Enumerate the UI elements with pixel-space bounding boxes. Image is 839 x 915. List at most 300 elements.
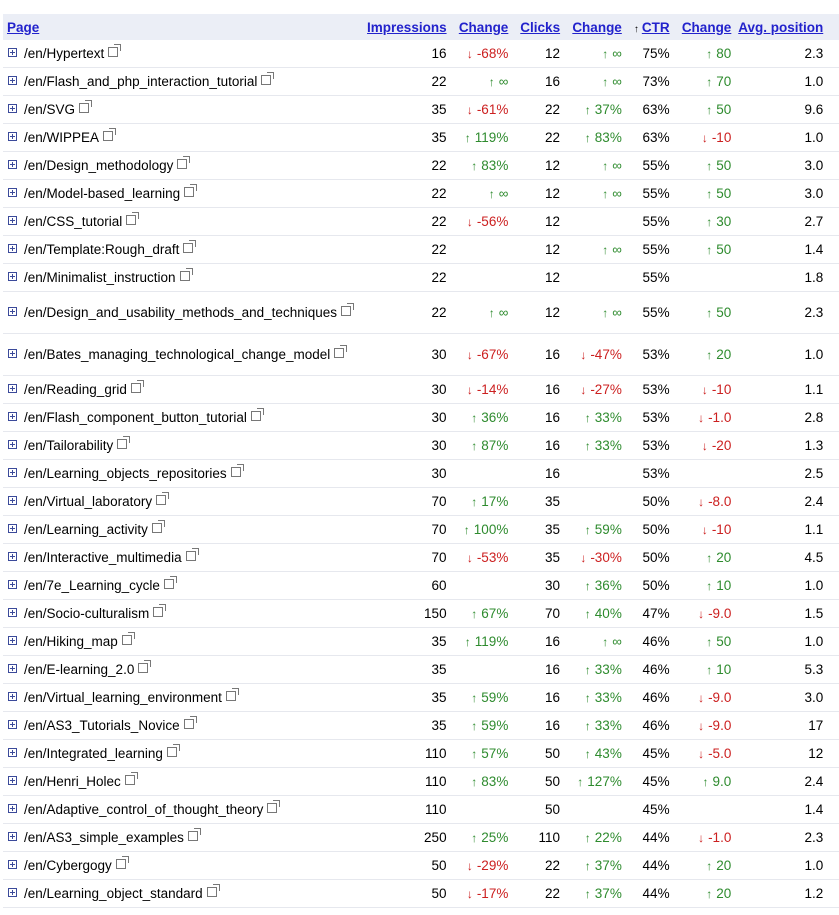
impressions-change-cell bbox=[449, 740, 511, 768]
external-link-icon[interactable] bbox=[138, 663, 148, 673]
table-row bbox=[3, 124, 839, 152]
arrow-down-icon: ↓ bbox=[466, 383, 473, 397]
ctr-change-cell bbox=[672, 488, 734, 516]
impressions-change-cell-value: 83% bbox=[481, 774, 509, 789]
overflow-cell bbox=[825, 124, 839, 152]
impressions-cell: 70 bbox=[354, 544, 449, 572]
clicks-change-cell bbox=[562, 712, 624, 740]
clicks-cell: 35 bbox=[510, 516, 562, 544]
clicks-change-cell-value: 43% bbox=[594, 746, 622, 761]
clicks-change-cell bbox=[562, 292, 624, 334]
page-path: /en/7e_Learning_cycle bbox=[24, 577, 160, 593]
overflow-cell bbox=[825, 768, 839, 796]
arrow-down-icon: ↓ bbox=[698, 607, 705, 621]
external-link-icon[interactable] bbox=[131, 383, 141, 393]
clicks-change-cell bbox=[562, 208, 624, 236]
ctr-cell: 53% bbox=[624, 334, 672, 376]
clicks-change-cell-value: 37% bbox=[594, 886, 622, 901]
external-link-icon[interactable] bbox=[103, 131, 113, 141]
clicks-change-cell bbox=[562, 656, 624, 684]
table-row bbox=[3, 824, 839, 852]
external-link-icon[interactable] bbox=[186, 551, 196, 561]
page-cell bbox=[3, 684, 354, 712]
impressions-cell: 22 bbox=[354, 236, 449, 264]
arrow-up-icon: ↑ bbox=[706, 187, 713, 201]
external-link-icon[interactable] bbox=[116, 859, 126, 869]
ctr-change-cell bbox=[672, 236, 734, 264]
expand-row-icon[interactable] bbox=[8, 524, 17, 533]
clicks-cell: 22 bbox=[510, 880, 562, 908]
column-header-impressions-change[interactable]: Change bbox=[458, 19, 509, 35]
expand-row-icon[interactable] bbox=[8, 636, 17, 645]
overflow-cell bbox=[825, 96, 839, 124]
impressions-cell: 30 bbox=[354, 376, 449, 404]
ctr-cell: 53% bbox=[624, 376, 672, 404]
clicks-change-cell-value: 33% bbox=[594, 410, 622, 425]
clicks-change-cell bbox=[562, 488, 624, 516]
ctr-cell: 55% bbox=[624, 292, 672, 334]
overflow-cell bbox=[825, 152, 839, 180]
external-link-icon[interactable] bbox=[156, 495, 166, 505]
arrow-up-icon: ↑ bbox=[602, 159, 609, 173]
external-link-icon[interactable] bbox=[267, 803, 277, 813]
external-link-icon[interactable] bbox=[184, 187, 194, 197]
clicks-cell: 12 bbox=[510, 152, 562, 180]
clicks-cell: 16 bbox=[510, 628, 562, 656]
arrow-up-icon: ↑ bbox=[706, 663, 713, 677]
arrow-down-icon: ↓ bbox=[698, 691, 705, 705]
external-link-icon[interactable] bbox=[125, 775, 135, 785]
arrow-up-icon: ↑ bbox=[464, 635, 471, 649]
arrow-down-icon: ↓ bbox=[466, 859, 473, 873]
arrow-up-icon: ↑ bbox=[584, 859, 591, 873]
page-path: /en/E-learning_2.0 bbox=[24, 661, 135, 677]
column-header-avg-position[interactable]: Avg. position bbox=[738, 19, 824, 35]
expand-row-icon[interactable] bbox=[8, 272, 17, 281]
clicks-change-cell bbox=[562, 404, 624, 432]
arrow-up-icon: ↑ bbox=[706, 103, 713, 117]
page-cell bbox=[3, 264, 354, 292]
page-path: /en/Learning_object_standard bbox=[24, 885, 203, 901]
impressions-change-cell bbox=[449, 488, 511, 516]
ctr-change-cell bbox=[672, 712, 734, 740]
clicks-change-cell bbox=[562, 152, 624, 180]
page-path: /en/WIPPEA bbox=[24, 129, 100, 145]
table-row bbox=[3, 712, 839, 740]
arrow-up-icon: ↑ bbox=[488, 75, 495, 89]
arrow-up-icon: ↑ bbox=[602, 243, 609, 257]
ctr-change-cell bbox=[672, 264, 734, 292]
clicks-change-cell bbox=[562, 432, 624, 460]
clicks-change-cell bbox=[562, 334, 624, 376]
external-link-icon[interactable] bbox=[153, 607, 163, 617]
ctr-cell: 46% bbox=[624, 656, 672, 684]
table-row bbox=[3, 488, 839, 516]
overflow-cell bbox=[825, 740, 839, 768]
table-row bbox=[3, 572, 839, 600]
clicks-change-cell bbox=[562, 544, 624, 572]
ctr-change-cell-value: -9.0 bbox=[708, 690, 732, 705]
ctr-cell: 55% bbox=[624, 152, 672, 180]
page-cell bbox=[3, 488, 354, 516]
page-cell bbox=[3, 152, 354, 180]
page-cell bbox=[3, 460, 354, 488]
impressions-change-cell bbox=[449, 628, 511, 656]
clicks-cell: 70 bbox=[510, 600, 562, 628]
overflow-cell bbox=[825, 236, 839, 264]
table-row bbox=[3, 740, 839, 768]
clicks-change-cell bbox=[562, 852, 624, 880]
arrow-up-icon: ↑ bbox=[471, 495, 478, 509]
arrow-down-icon: ↓ bbox=[580, 383, 587, 397]
clicks-change-cell-value: 83% bbox=[594, 130, 622, 145]
external-link-icon[interactable] bbox=[251, 411, 261, 421]
impressions-change-cell bbox=[449, 824, 511, 852]
avg-position-cell: 1.0 bbox=[733, 124, 825, 152]
ctr-change-cell-value: -10 bbox=[711, 382, 732, 397]
table-row bbox=[3, 334, 839, 376]
impressions-cell: 35 bbox=[354, 96, 449, 124]
impressions-cell: 50 bbox=[354, 880, 449, 908]
arrow-down-icon: ↓ bbox=[466, 47, 473, 61]
ctr-change-cell-value: -8.0 bbox=[708, 494, 732, 509]
table-row bbox=[3, 152, 839, 180]
ctr-change-cell bbox=[672, 376, 734, 404]
overflow-cell bbox=[825, 40, 839, 68]
ctr-cell: 46% bbox=[624, 684, 672, 712]
expand-row-icon[interactable] bbox=[8, 748, 17, 757]
clicks-cell: 12 bbox=[510, 236, 562, 264]
impressions-cell: 70 bbox=[354, 516, 449, 544]
impressions-cell: 35 bbox=[354, 684, 449, 712]
impressions-change-cell-value: ∞ bbox=[498, 305, 509, 320]
clicks-change-cell bbox=[562, 880, 624, 908]
impressions-change-cell bbox=[449, 376, 511, 404]
page-path: /en/SVG bbox=[24, 101, 76, 117]
column-header-ctr[interactable]: ↑ CTR bbox=[633, 19, 670, 35]
impressions-change-cell-value: 83% bbox=[481, 158, 509, 173]
ctr-change-cell-value: 50 bbox=[716, 102, 732, 117]
impressions-cell: 22 bbox=[354, 68, 449, 96]
expand-row-icon[interactable] bbox=[8, 412, 17, 421]
avg-position-cell: 2.7 bbox=[733, 208, 825, 236]
ctr-change-cell bbox=[672, 600, 734, 628]
impressions-change-cell bbox=[449, 656, 511, 684]
column-header-clicks[interactable]: Clicks bbox=[520, 19, 561, 35]
ctr-change-cell bbox=[672, 68, 734, 96]
avg-position-cell: 1.4 bbox=[733, 236, 825, 264]
impressions-change-cell bbox=[449, 544, 511, 572]
ctr-change-cell-value: 10 bbox=[716, 662, 732, 677]
page-cell bbox=[3, 824, 354, 852]
impressions-change-cell bbox=[449, 712, 511, 740]
expand-row-icon[interactable] bbox=[8, 580, 17, 589]
ctr-change-cell-value: -10 bbox=[711, 130, 732, 145]
expand-row-icon[interactable] bbox=[8, 468, 17, 477]
expand-row-icon[interactable] bbox=[8, 888, 17, 897]
expand-row-icon[interactable] bbox=[8, 692, 17, 701]
arrow-up-icon: ↑ bbox=[584, 663, 591, 677]
arrow-up-icon: ↑ bbox=[584, 691, 591, 705]
ctr-change-cell-value: -20 bbox=[711, 438, 732, 453]
clicks-change-cell bbox=[562, 236, 624, 264]
arrow-up-icon: ↑ bbox=[602, 47, 609, 61]
clicks-change-cell bbox=[562, 796, 624, 824]
external-link-icon[interactable] bbox=[188, 831, 198, 841]
clicks-change-cell-value: ∞ bbox=[612, 634, 622, 649]
ctr-cell: 55% bbox=[624, 180, 672, 208]
external-link-icon[interactable] bbox=[108, 47, 118, 57]
ctr-change-cell-value: -1.0 bbox=[708, 410, 732, 425]
external-link-icon[interactable] bbox=[334, 348, 344, 358]
clicks-change-cell-value: -27% bbox=[590, 382, 622, 397]
arrow-up-icon: ↑ bbox=[584, 439, 591, 453]
table-row bbox=[3, 432, 839, 460]
ctr-change-cell bbox=[672, 740, 734, 768]
page-cell bbox=[3, 432, 354, 460]
avg-position-cell: 1.0 bbox=[733, 852, 825, 880]
overflow-cell bbox=[825, 292, 839, 334]
clicks-cell: 16 bbox=[510, 432, 562, 460]
ctr-cell: 44% bbox=[624, 852, 672, 880]
clicks-change-cell bbox=[562, 68, 624, 96]
page-path: /en/Tailorability bbox=[24, 437, 114, 453]
arrow-up-icon: ↑ bbox=[706, 348, 713, 362]
impressions-change-cell bbox=[449, 96, 511, 124]
avg-position-cell: 2.4 bbox=[733, 488, 825, 516]
arrow-up-icon: ↑ bbox=[584, 831, 591, 845]
expand-row-icon[interactable] bbox=[8, 552, 17, 561]
page-path: /en/Minimalist_instruction bbox=[24, 269, 176, 285]
impressions-change-cell-value: 17% bbox=[481, 494, 509, 509]
expand-row-icon[interactable] bbox=[8, 804, 17, 813]
arrow-up-icon: ↑ bbox=[584, 131, 591, 145]
clicks-change-cell-value: ∞ bbox=[612, 186, 622, 201]
ctr-cell: 63% bbox=[624, 124, 672, 152]
impressions-change-cell-value: -67% bbox=[476, 347, 509, 362]
external-link-icon[interactable] bbox=[261, 75, 271, 85]
impressions-cell: 22 bbox=[354, 208, 449, 236]
column-header-clicks-change[interactable]: Change bbox=[572, 19, 622, 35]
expand-row-icon[interactable] bbox=[8, 496, 17, 505]
table-row bbox=[3, 40, 839, 68]
impressions-change-cell bbox=[449, 880, 511, 908]
impressions-cell: 110 bbox=[354, 768, 449, 796]
external-link-icon[interactable] bbox=[126, 215, 136, 225]
avg-position-cell: 1.1 bbox=[733, 376, 825, 404]
page-path: /en/Template:Rough_draft bbox=[24, 241, 180, 257]
ctr-change-cell bbox=[672, 96, 734, 124]
external-link-icon[interactable] bbox=[207, 887, 217, 897]
clicks-cell: 16 bbox=[510, 684, 562, 712]
arrow-up-icon: ↑ bbox=[471, 607, 478, 621]
column-header-ctr-change[interactable]: Change bbox=[681, 19, 732, 35]
arrow-down-icon: ↓ bbox=[466, 215, 473, 229]
impressions-change-cell bbox=[449, 684, 511, 712]
ctr-change-cell-value: 30 bbox=[716, 214, 732, 229]
external-link-icon[interactable] bbox=[167, 747, 177, 757]
ctr-change-cell-value: -5.0 bbox=[708, 746, 732, 761]
page-cell bbox=[3, 68, 354, 96]
clicks-change-cell-value: 40% bbox=[594, 606, 622, 621]
arrow-up-icon: ↑ bbox=[706, 579, 713, 593]
external-link-icon[interactable] bbox=[226, 691, 236, 701]
arrow-up-icon: ↑ bbox=[584, 719, 591, 733]
page-cell bbox=[3, 740, 354, 768]
clicks-cell: 16 bbox=[510, 712, 562, 740]
expand-row-icon[interactable] bbox=[8, 860, 17, 869]
column-header-impressions[interactable]: Impressions bbox=[367, 19, 447, 35]
table-row bbox=[3, 68, 839, 96]
expand-row-icon[interactable] bbox=[8, 216, 17, 225]
external-link-icon[interactable] bbox=[152, 523, 162, 533]
page-path: /en/Learning_objects_repositories bbox=[24, 465, 227, 481]
expand-row-icon[interactable] bbox=[8, 132, 17, 141]
arrow-up-icon: ↑ bbox=[706, 635, 713, 649]
avg-position-cell: 1.0 bbox=[733, 334, 825, 376]
overflow-cell bbox=[825, 852, 839, 880]
expand-row-icon[interactable] bbox=[8, 160, 17, 169]
page-cell bbox=[3, 656, 354, 684]
page-path: /en/Virtual_learning_environment bbox=[24, 689, 222, 705]
page-cell bbox=[3, 124, 354, 152]
page-cell bbox=[3, 544, 354, 572]
clicks-change-cell bbox=[562, 600, 624, 628]
impressions-change-cell bbox=[449, 292, 511, 334]
external-link-icon[interactable] bbox=[341, 306, 351, 316]
ctr-change-cell bbox=[672, 460, 734, 488]
expand-row-icon[interactable] bbox=[8, 76, 17, 85]
impressions-cell: 30 bbox=[354, 460, 449, 488]
overflow-cell bbox=[825, 544, 839, 572]
expand-row-icon[interactable] bbox=[8, 48, 17, 57]
expand-row-icon[interactable] bbox=[8, 776, 17, 785]
expand-row-icon[interactable] bbox=[8, 664, 17, 673]
impressions-change-cell-value: 100% bbox=[473, 522, 509, 537]
ctr-cell: 46% bbox=[624, 712, 672, 740]
page-cell bbox=[3, 572, 354, 600]
clicks-change-cell-value: ∞ bbox=[612, 305, 622, 320]
external-link-icon[interactable] bbox=[177, 159, 187, 169]
expand-row-icon[interactable] bbox=[8, 188, 17, 197]
avg-position-cell: 2.5 bbox=[733, 460, 825, 488]
arrow-down-icon: ↓ bbox=[701, 523, 708, 537]
external-link-icon[interactable] bbox=[79, 103, 89, 113]
overflow-cell bbox=[825, 180, 839, 208]
avg-position-cell: 3.0 bbox=[733, 180, 825, 208]
expand-row-icon[interactable] bbox=[8, 349, 17, 358]
table-row bbox=[3, 96, 839, 124]
ctr-cell: 55% bbox=[624, 208, 672, 236]
expand-row-icon[interactable] bbox=[8, 608, 17, 617]
avg-position-cell: 1.4 bbox=[733, 796, 825, 824]
external-link-icon[interactable] bbox=[231, 467, 241, 477]
external-link-icon[interactable] bbox=[180, 271, 190, 281]
ctr-change-cell bbox=[672, 684, 734, 712]
clicks-cell: 50 bbox=[510, 796, 562, 824]
page-path: /en/Virtual_laboratory bbox=[24, 493, 153, 509]
expand-row-icon[interactable] bbox=[8, 384, 17, 393]
expand-row-icon[interactable] bbox=[8, 440, 17, 449]
overflow-cell bbox=[825, 460, 839, 488]
avg-position-cell: 1.5 bbox=[733, 600, 825, 628]
avg-position-cell: 2.3 bbox=[733, 292, 825, 334]
avg-position-cell: 1.3 bbox=[733, 432, 825, 460]
ctr-cell: 55% bbox=[624, 236, 672, 264]
external-link-icon[interactable] bbox=[122, 635, 132, 645]
ctr-change-cell bbox=[672, 404, 734, 432]
expand-row-icon[interactable] bbox=[8, 104, 17, 113]
impressions-cell: 22 bbox=[354, 180, 449, 208]
arrow-down-icon: ↓ bbox=[580, 551, 587, 565]
clicks-change-cell bbox=[562, 684, 624, 712]
table-row bbox=[3, 264, 839, 292]
clicks-change-cell-value: 33% bbox=[594, 438, 622, 453]
overflow-cell bbox=[825, 208, 839, 236]
overflow-cell bbox=[825, 376, 839, 404]
impressions-change-cell bbox=[449, 796, 511, 824]
search-queries-table bbox=[3, 14, 839, 908]
impressions-cell: 22 bbox=[354, 292, 449, 334]
ctr-cell: 63% bbox=[624, 96, 672, 124]
clicks-cell: 16 bbox=[510, 656, 562, 684]
expand-row-icon[interactable] bbox=[8, 720, 17, 729]
clicks-change-cell-value: -30% bbox=[590, 550, 622, 565]
external-link-icon[interactable] bbox=[117, 439, 127, 449]
arrow-up-icon: ↑ bbox=[584, 579, 591, 593]
impressions-cell: 35 bbox=[354, 712, 449, 740]
table-row bbox=[3, 796, 839, 824]
ctr-change-cell-value: 70 bbox=[716, 74, 732, 89]
external-link-icon[interactable] bbox=[184, 719, 194, 729]
page-cell bbox=[3, 334, 354, 376]
page-cell bbox=[3, 96, 354, 124]
page-cell bbox=[3, 796, 354, 824]
avg-position-cell: 1.1 bbox=[733, 516, 825, 544]
page-cell bbox=[3, 40, 354, 68]
impressions-change-cell bbox=[449, 768, 511, 796]
ctr-cell: 73% bbox=[624, 68, 672, 96]
ctr-cell: 75% bbox=[624, 40, 672, 68]
page-cell bbox=[3, 236, 354, 264]
external-link-icon[interactable] bbox=[183, 243, 193, 253]
ctr-change-cell-value: 9.0 bbox=[712, 774, 732, 789]
arrow-down-icon: ↓ bbox=[466, 887, 473, 901]
ctr-change-cell bbox=[672, 572, 734, 600]
clicks-change-cell-value: 59% bbox=[594, 522, 622, 537]
ctr-change-cell bbox=[672, 292, 734, 334]
arrow-up-icon: ↑ bbox=[602, 187, 609, 201]
column-header-page[interactable]: Page bbox=[7, 19, 40, 35]
expand-row-icon[interactable] bbox=[8, 307, 17, 316]
expand-row-icon[interactable] bbox=[8, 832, 17, 841]
page-path: /en/AS3_Tutorials_Novice bbox=[24, 717, 180, 733]
impressions-change-cell bbox=[449, 180, 511, 208]
ctr-cell: 45% bbox=[624, 740, 672, 768]
table-row bbox=[3, 684, 839, 712]
arrow-up-icon: ↑ bbox=[577, 775, 584, 789]
external-link-icon[interactable] bbox=[164, 579, 174, 589]
impressions-cell: 50 bbox=[354, 852, 449, 880]
arrow-up-icon: ↑ bbox=[584, 607, 591, 621]
table-row bbox=[3, 236, 839, 264]
arrow-down-icon: ↓ bbox=[466, 551, 473, 565]
impressions-cell: 60 bbox=[354, 572, 449, 600]
clicks-cell: 12 bbox=[510, 40, 562, 68]
arrow-up-icon: ↑ bbox=[706, 306, 713, 320]
expand-row-icon[interactable] bbox=[8, 244, 17, 253]
ctr-change-cell bbox=[672, 880, 734, 908]
